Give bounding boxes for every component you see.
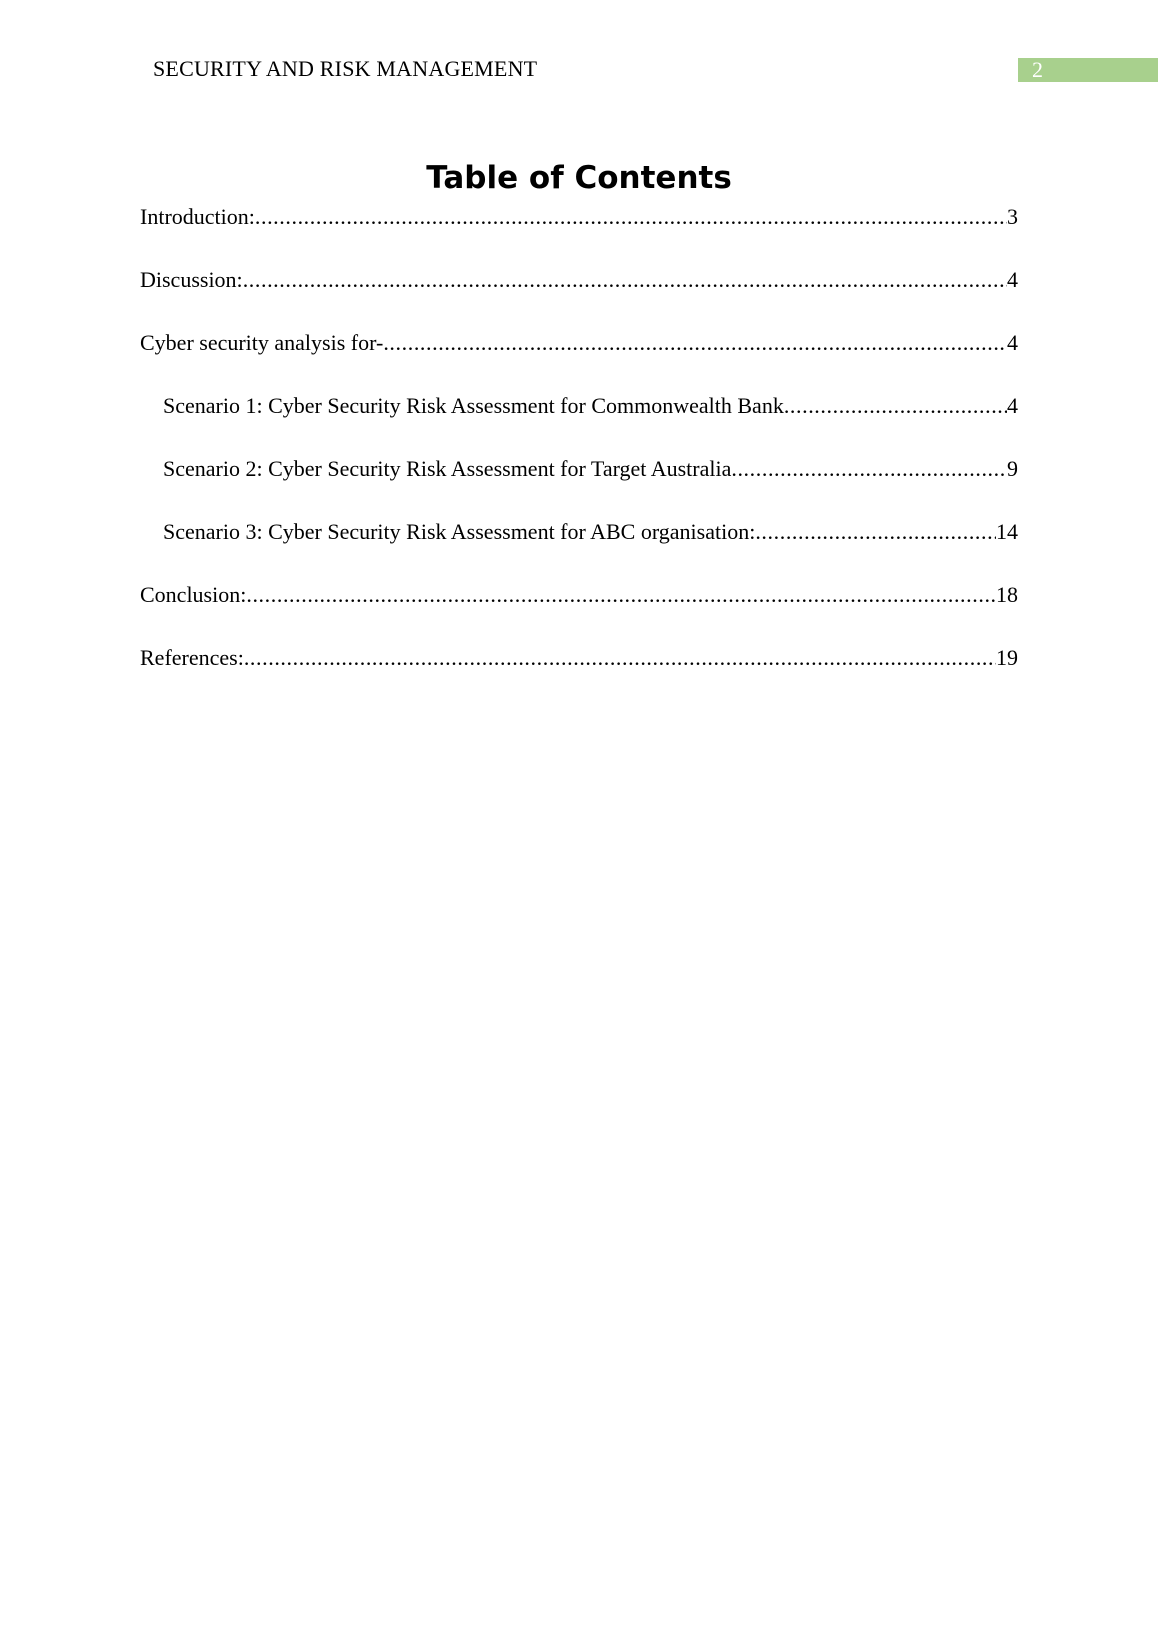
toc-entry-page: 4 <box>1007 393 1018 418</box>
toc-entry-discussion[interactable] <box>140 265 1018 328</box>
toc-entry-page: 4 <box>1007 330 1018 355</box>
page-number-box <box>1018 58 1158 82</box>
toc-entry-conclusion[interactable] <box>140 580 1018 643</box>
toc-entry-text: Scenario 2: Cyber Security Risk Assessment for Target Australia <box>163 456 732 481</box>
toc-entry-page: 3 <box>1007 204 1018 229</box>
toc-entry-text: Scenario 1: Cyber Security Risk Assessment for Commonwealth Bank <box>163 393 784 418</box>
toc-entry-text: Conclusion: <box>140 582 247 607</box>
toc-entry-scenario-1[interactable] <box>140 391 1018 454</box>
toc-entry-text: Discussion: <box>140 267 243 292</box>
toc-entry-scenario-2[interactable] <box>140 454 1018 517</box>
toc-entry-page: 4 <box>1007 267 1018 292</box>
toc-entry-scenario-3[interactable] <box>140 517 1018 580</box>
toc-entry-text: Scenario 3: Cyber Security Risk Assessment for ABC organisation: <box>163 519 756 544</box>
toc-leader <box>244 643 996 673</box>
toc-entry-references[interactable] <box>140 643 1018 706</box>
toc-entry-text: Cyber security analysis for- <box>140 330 384 355</box>
toc-leader <box>243 265 1007 295</box>
toc-entry-page: 14 <box>996 519 1018 544</box>
toc-leader <box>246 580 996 610</box>
toc-entry-cyber-security-analysis[interactable] <box>140 328 1018 391</box>
toc-entry-introduction[interactable] <box>140 202 1018 265</box>
toc-leader <box>383 328 1007 358</box>
toc-leader <box>255 202 1007 232</box>
toc-title: Table of Contents <box>426 160 732 196</box>
toc-leader <box>755 517 996 547</box>
toc-entry-page: 18 <box>996 582 1018 607</box>
toc-entry-page: 19 <box>996 645 1018 670</box>
toc-entry-text: Introduction: <box>140 204 255 229</box>
toc-entry-text: References: <box>140 645 244 670</box>
toc-list <box>140 202 1018 706</box>
toc-entry-page: 9 <box>1007 456 1018 481</box>
running-header: SECURITY AND RISK MANAGEMENT <box>153 56 538 81</box>
page-number: 2 <box>1032 57 1043 82</box>
toc-leader <box>784 391 1007 421</box>
toc-leader <box>731 454 1007 484</box>
